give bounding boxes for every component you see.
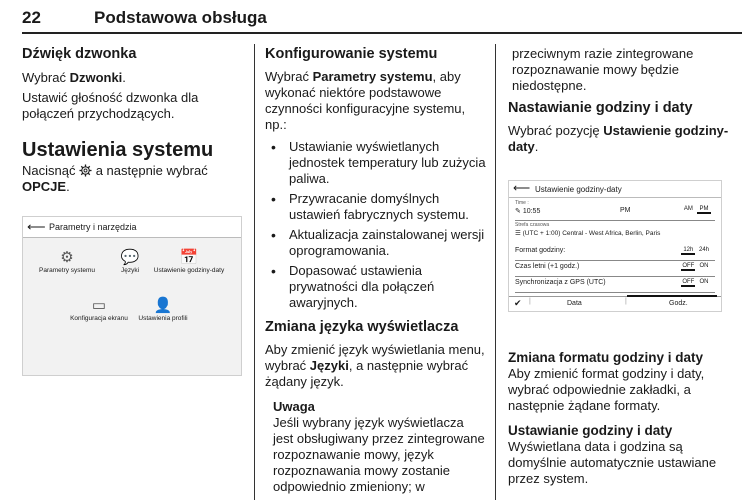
back-arrow-icon[interactable]: ⟵ [513, 181, 531, 195]
column-left [22, 46, 244, 195]
set-time-paragraph: Wyświetlana data i godzina są domyślnie automatycznie ustawiane przez system. [508, 439, 717, 486]
dst-toggle[interactable]: OFF ON [682, 263, 709, 269]
pm-indicator: PM [620, 207, 631, 214]
list-item: • Ustawianie wyświetlanych jednostek temperatury lub zużycia paliwa. [265, 139, 487, 187]
back-arrow-icon[interactable]: ⟵ [27, 219, 46, 234]
tile-profile-settings[interactable]: 👤 Ustawienia profili [123, 297, 203, 322]
format-heading: Zmiana formatu godziny i daty [508, 350, 704, 365]
page-number: 22 [22, 8, 41, 27]
continued-text: przeciwnym razie zintegrowane rozpoznawanie mowy będzie niedostępne. [512, 46, 694, 93]
display-icon: ▭ [91, 297, 107, 314]
format-row[interactable] [515, 247, 715, 261]
dst-row[interactable] [515, 263, 715, 277]
calendar-clock-icon: 📅 [179, 249, 199, 266]
config-bullet-list [265, 139, 487, 311]
active-tab-indicator [627, 295, 717, 297]
column-divider [254, 44, 255, 500]
set-time-heading: Ustawianie godziny i daty [508, 423, 673, 438]
time-date-paragraph: Wybrać pozycję Ustawienie godziny-daty. [508, 123, 729, 154]
screenshot-title-bar [509, 181, 721, 198]
time-date-screenshot [508, 180, 722, 312]
settings-paragraph: Nacisnąć a następnie wybrać OPCJE. [22, 163, 208, 194]
dst-label: Czas letni (+1 godz.) [515, 263, 580, 270]
page-header [22, 6, 742, 34]
timezone-value: (UTC + 1:00) Central - West Africa, Berlin, Paris [522, 230, 661, 237]
column-divider [495, 44, 496, 500]
config-paragraph: Wybrać Parametry systemu, aby wykonać niektóre podstawowe czynności konfiguracyjne systemu, np.: [265, 69, 466, 132]
check-icon[interactable]: ✔ [514, 298, 522, 308]
ringtone-paragraph-1: Wybrać Dzwonki. [22, 70, 126, 85]
column-right-lower [508, 350, 733, 487]
ampm-toggle[interactable]: AM PM [681, 206, 711, 214]
gear-icon [79, 164, 92, 177]
note-box [265, 399, 487, 495]
timezone-row[interactable] [515, 222, 715, 244]
note-heading: Uwaga [273, 399, 315, 414]
format-paragraph: Aby zmienić format godziny i daty, wybrać odpowiednie zakładki, a następnie żądane formaty. [508, 366, 705, 413]
page-title: Podstawowa obsługa [94, 8, 267, 27]
list-item: • Dopasować ustawienia prywatności dla połączeń awaryjnych. [265, 263, 487, 311]
time-value: 10:55 [522, 208, 541, 215]
language-heading: Zmiana języka wyświetlacza [265, 319, 459, 335]
screenshot-title: Parametry i narzędzia [49, 222, 137, 232]
ringtone-paragraph-2: Ustawić głośność dzwonka dla połączeń przychodzących. [22, 90, 199, 121]
column-middle [265, 46, 487, 495]
time-date-heading: Nastawianie godziny i daty [508, 100, 693, 116]
column-right [508, 46, 733, 155]
screenshot-title: Ustawienie godziny-daty [535, 185, 622, 194]
tab-date[interactable]: Data [567, 300, 582, 307]
settings-screenshot [22, 216, 242, 376]
gears-icon: ⚙ [60, 249, 74, 266]
pencil-icon: ✎ [515, 208, 521, 215]
format-toggle[interactable]: 12h 24h [683, 247, 709, 253]
list-icon: ☰ [515, 230, 521, 237]
speech-bubble-icon: 💬 [120, 249, 140, 266]
timezone-label: Strefa czasowa [515, 222, 550, 228]
tab-time[interactable]: Godz. [669, 300, 688, 307]
list-item: • Przywracanie domyślnych ustawień fabrycznych systemu. [265, 191, 487, 223]
tile-system-params[interactable]: ⚙ Parametry systemu [27, 249, 107, 274]
config-heading: Konfigurowanie systemu [265, 46, 438, 62]
tab-bar: ✔ | Data | Godz. [509, 296, 721, 311]
profile-icon: 👤 [153, 297, 173, 314]
ringtone-heading: Dźwięk dzwonka [22, 46, 137, 62]
tile-display-config[interactable]: ▭ Konfiguracja ekranu [59, 297, 139, 322]
note-text: Jeśli wybrany język wyświetlacza jest obsługiwany przez zintegrowane rozpoznawanie mowy, język rozpoznawania mowy zostanie odpowiednio zmieniony; w [273, 415, 485, 494]
gps-label: Synchronizacja z GPS (UTC) [515, 279, 606, 286]
time-label: Time : [515, 200, 529, 206]
time-row[interactable] [515, 200, 715, 221]
list-item: • Aktualizacja zainstalowanej wersji oprogramowania. [265, 227, 487, 259]
format-label: Format godziny: [515, 247, 566, 254]
screenshot-title-bar [23, 217, 241, 238]
gps-toggle[interactable]: OFF ON [682, 279, 709, 285]
language-paragraph: Aby zmienić język wyświetlania menu, wybrać Języki, a następnie wybrać żądany język. [265, 342, 485, 389]
gps-row[interactable] [515, 279, 715, 293]
tile-time-date[interactable]: 📅 Ustawienie godziny-daty [140, 249, 238, 274]
tile-languages[interactable]: 💬 Języki [90, 249, 170, 274]
settings-heading: Ustawienia systemu [22, 139, 214, 161]
